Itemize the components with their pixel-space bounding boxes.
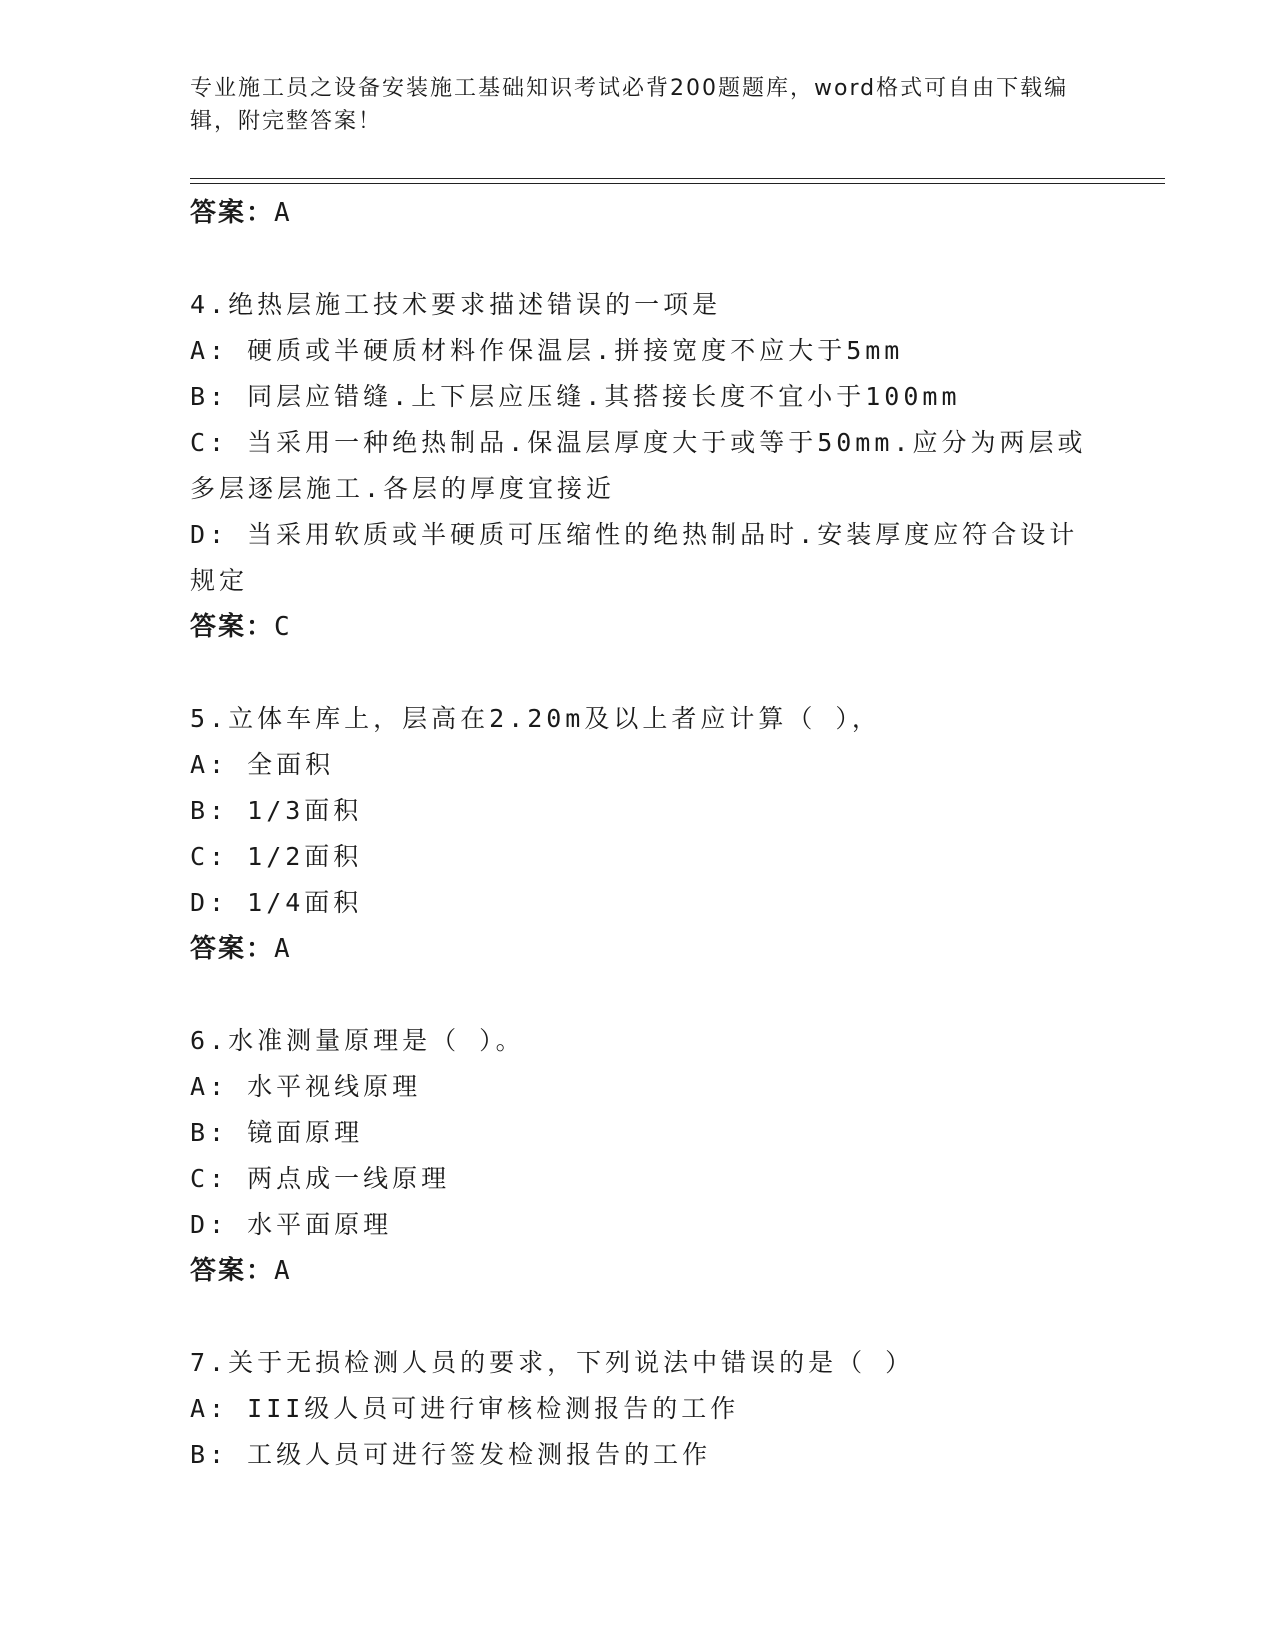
option-d: D: 水平面原理 <box>190 1210 393 1239</box>
answer-line <box>190 604 1090 650</box>
header-divider-bottom <box>190 183 1165 184</box>
option-a: A: 水平视线原理 <box>190 1072 422 1101</box>
answer-value: A <box>274 198 292 228</box>
option-d: D: 当采用软质或半硬质可压缩性的绝热制品时.安装厚度应符合设计规定 <box>190 520 1079 595</box>
answer-label: 答案： <box>190 612 275 642</box>
question-list <box>190 190 1090 1478</box>
answer-line <box>190 926 1090 972</box>
answer-line <box>190 1248 1090 1294</box>
option-a: A: 硬质或半硬质材料作保温层.拼接宽度不应大于5mm <box>190 336 904 365</box>
option-a: A: 全面积 <box>190 750 335 779</box>
answer-label: 答案： <box>190 198 275 228</box>
question-stem: 6.水准测量原理是（ ）。 <box>190 1026 525 1055</box>
question-stem: 7.关于无损检测人员的要求，下列说法中错误的是（ ） <box>190 1348 915 1377</box>
option-b: B: 同层应错缝.上下层应压缝.其搭接长度不宜小于100mm <box>190 382 961 411</box>
answer-label: 答案： <box>190 1256 275 1286</box>
answer-value: A <box>274 1256 292 1286</box>
answer-label: 答案： <box>190 934 275 964</box>
answer-value: C <box>274 612 292 642</box>
answer-value: A <box>274 934 292 964</box>
option-d: D: 1/4面积 <box>190 888 363 917</box>
option-c: C: 1/2面积 <box>190 842 363 871</box>
header-divider-top <box>190 178 1165 179</box>
question-4 <box>190 282 1090 650</box>
question-6 <box>190 1018 1090 1294</box>
question-stem: 5.立体车库上，层高在2.20m及以上者应计算（ ）， <box>190 704 881 733</box>
option-a: A: III级人员可进行审核检测报告的工作 <box>190 1394 740 1423</box>
option-c: C: 两点成一线原理 <box>190 1164 451 1193</box>
answer-line <box>190 190 1090 236</box>
option-b: B: 镜面原理 <box>190 1118 364 1147</box>
document-header: 专业施工员之设备安装施工基础知识考试必背200题题库，word格式可自由下载编辑，附完整答案！ <box>190 76 1069 134</box>
question-stem: 4.绝热层施工技术要求描述错误的一项是 <box>190 290 722 319</box>
option-b: B: 1/3面积 <box>190 796 363 825</box>
option-b: B: 工级人员可进行签发检测报告的工作 <box>190 1440 712 1469</box>
option-c: C: 当采用一种绝热制品.保温层厚度大于或等于50mm.应分为两层或多层逐层施工.各层的厚度宜接近 <box>190 428 1087 503</box>
question-5 <box>190 696 1090 972</box>
question-7 <box>190 1340 1090 1478</box>
